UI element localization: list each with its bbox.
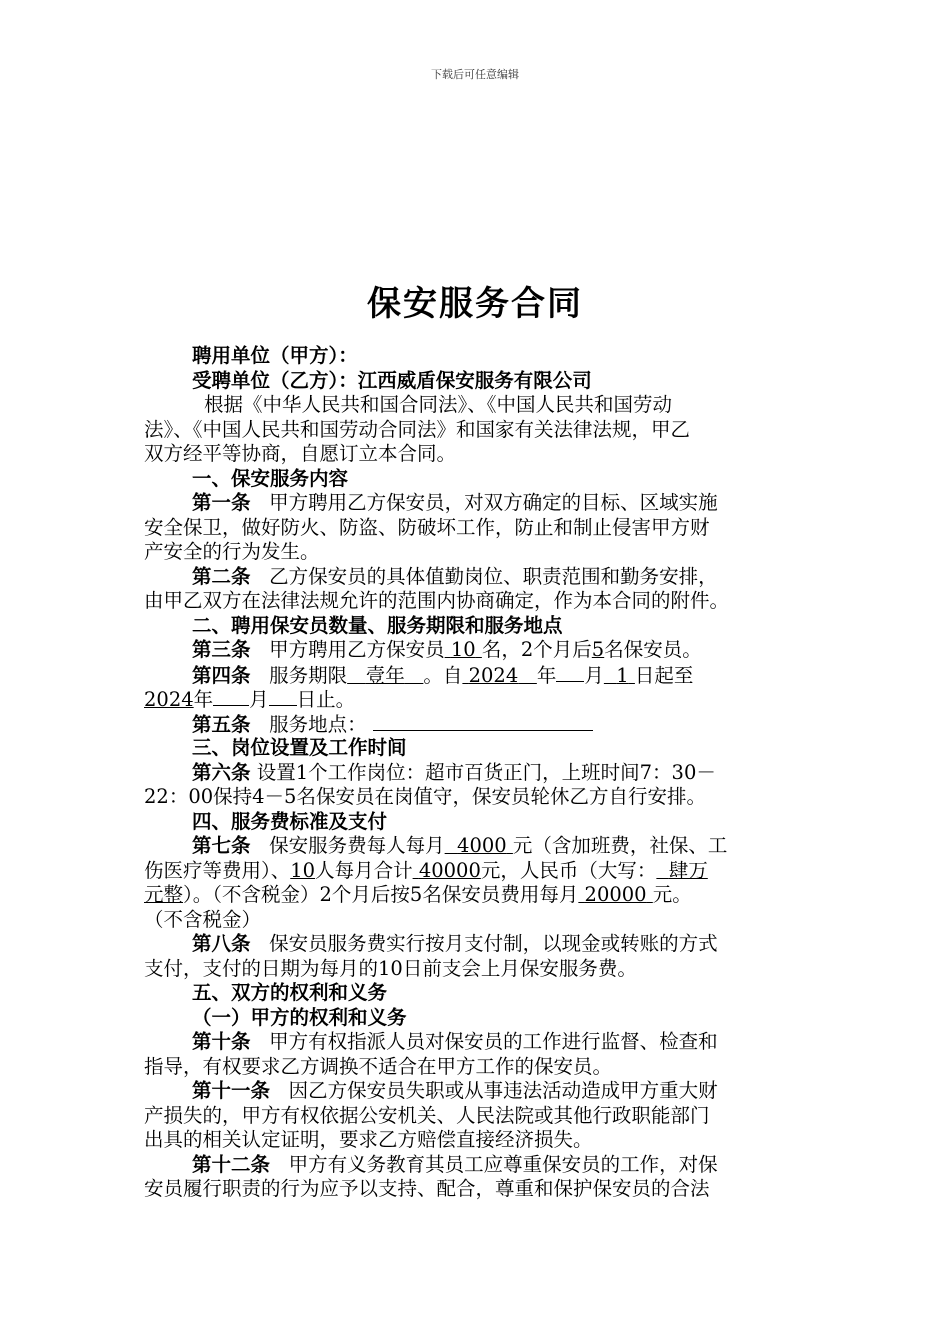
article-7-text-6: ）。（不含税金）2个月后按5名保安员费用每月 (183, 883, 579, 906)
article-7-text-1: 保安服务费每人每月 (269, 834, 445, 857)
article-4-text-4: 日止。 (296, 688, 356, 711)
later-guard-count: 5 (591, 638, 605, 661)
article-3-text-2: 名，2个月后 (481, 638, 592, 661)
article-7-text-7: 元。 (652, 883, 692, 906)
party-a-line (144, 344, 806, 369)
monthly-fee-value: 4000 (457, 834, 507, 857)
article-7-text-2: 元（含加班费，社保、工 (512, 834, 728, 857)
article-4-text-3: 日起至 (634, 663, 694, 687)
article-10-label: 第十条 (192, 1030, 251, 1053)
article-11-line-3: 出具的相关认定证明，要求乙方赔偿直接经济损失。 (144, 1128, 593, 1151)
intro-line-2: 法》、《中国人民共和国劳动合同法》和国家有关法律法规，甲乙 (144, 417, 691, 441)
article-8-label: 第八条 (192, 932, 251, 955)
later-monthly-fee (578, 883, 652, 906)
article-8-line-1 (144, 932, 806, 957)
start-month-blank (556, 663, 584, 682)
article-6-line-2: 22：00保持4－5名保安员在岗值守，保安员轮休乙方自行安排。 (144, 785, 706, 808)
article-4-line-1 (144, 663, 806, 688)
article-1-line-3: 产安全的行为发生。 (144, 540, 320, 563)
amount-in-words-1 (656, 859, 707, 882)
party-b-line (144, 369, 806, 394)
article-4-text-1: 服务期限 (269, 663, 348, 687)
monthly-fee (445, 834, 513, 857)
article-2-line-2: 由甲乙双方在法律法规允许的范围内协商确定，作为本合同的附件。 (144, 589, 730, 612)
article-10-text-1: 甲方有权指派人员对保安员的工作进行监督、检查和 (269, 1030, 718, 1053)
article-6-text-1: 设置1个工作岗位：超市百货正门，上班时间7：30－ (256, 760, 716, 784)
article-4-label: 第四条 (192, 663, 251, 687)
article-1-text-1: 甲方聘用乙方保安员，对双方确定的目标、区域实施 (269, 491, 718, 514)
monthly-total (413, 859, 481, 882)
article-4-text-2: 。自 (423, 663, 463, 687)
article-7-text-3: 伤医疗等费用）、 (144, 858, 291, 882)
article-2-line-1 (144, 565, 806, 590)
start-year (462, 664, 536, 687)
section-2-heading-text: 二、聘用保安员数量、服务期限和服务地点 (192, 613, 563, 637)
article-11-label: 第十一条 (192, 1079, 271, 1102)
article-11-text-1: 因乙方保安员失职或从事违法活动造成甲方重大财 (288, 1079, 718, 1102)
party-b-label: 受聘单位（乙方）： (192, 368, 358, 392)
service-location-blank (373, 712, 593, 731)
article-7-line-1 (144, 834, 806, 859)
article-7-line-2 (144, 859, 806, 884)
article-5-label: 第五条 (192, 712, 251, 736)
service-period-value: 壹年 (365, 663, 405, 687)
article-1-line-1 (144, 491, 806, 516)
article-6-label: 第六条 (192, 760, 251, 784)
section-3-heading-text: 三、岗位设置及工作时间 (192, 736, 407, 759)
article-10-line-2: 指导，有权要求乙方调换不适合在甲方工作的保安员。 (144, 1054, 613, 1078)
article-5-line (144, 712, 806, 737)
article-4-month-char: 月 (584, 663, 604, 687)
article-3-text-3: 名保安员。 (604, 638, 702, 661)
guard-count-value: 10 (450, 638, 476, 661)
section-2-heading (144, 614, 806, 639)
article-1-label: 第一条 (192, 491, 251, 514)
section-5-heading-text: 五、双方的权利和义务 (192, 981, 388, 1004)
amount-in-words-2: 元整 (144, 883, 184, 906)
service-period (347, 664, 423, 687)
article-2-label: 第二条 (192, 564, 251, 588)
party-b-name: 江西威盾保安服务有限公司 (357, 368, 592, 392)
fee-guard-count: 10 (290, 858, 316, 882)
document-body (144, 344, 806, 1202)
section-5-subheading-text: （一）甲方的权利和义务 (192, 1005, 407, 1029)
article-11-line-2: 产损失的，甲方有权依据公安机关、人民法院或其他行政职能部门 (144, 1103, 710, 1127)
later-monthly-fee-value: 20000 (584, 883, 647, 906)
intro-line-3: 双方经平等协商，自愿订立本合同。 (144, 442, 457, 465)
intro-line-1: 根据《中华人民共和国合同法》、《中国人民共和国劳动 (204, 393, 673, 416)
article-12-text-1: 甲方有义务教育其员工应尊重保安员的工作，对保 (288, 1152, 718, 1176)
article-2-text-1: 乙方保安员的具体值勤岗位、职责范围和勤务安排， (269, 564, 718, 588)
article-11-line-1 (144, 1079, 806, 1104)
article-5-text: 服务地点： (269, 712, 367, 736)
section-4-heading-text: 四、服务费标准及支付 (192, 809, 388, 833)
end-year: 2024 (144, 688, 194, 711)
article-3-text-1: 甲方聘用乙方保安员 (269, 638, 445, 661)
document-title: 保安服务合同 (367, 284, 583, 324)
article-10-line-1 (144, 1030, 806, 1055)
party-a-label: 聘用单位（甲方）： (192, 344, 358, 367)
article-7-line-3 (144, 883, 806, 908)
article-7-text-4: 人每月合计 (315, 858, 413, 882)
article-6-line-1 (144, 761, 806, 786)
monthly-total-value: 40000 (418, 858, 481, 882)
section-5-subheading (144, 1006, 806, 1031)
amount-in-words-1-value: 肆万 (668, 858, 708, 882)
start-year-value: 2024 (468, 663, 519, 687)
article-4-year-char: 年 (536, 663, 557, 687)
section-1-heading (144, 467, 806, 492)
article-8-text-1: 保安员服务费实行按月支付制，以现金或转账的方式 (269, 932, 718, 955)
end-month-blank (213, 687, 249, 706)
article-7-line-4: （不含税金） (144, 907, 262, 931)
article-8-line-2: 支付，支付的日期为每月的10日前支会上月保安服务费。 (144, 956, 637, 980)
article-3-label: 第三条 (192, 638, 251, 661)
article-7-text-5: 元，人民币（大写： (480, 858, 657, 882)
section-3-heading (144, 736, 806, 761)
end-day-blank (269, 687, 297, 706)
section-4-heading (144, 810, 806, 835)
article-12-line-1 (144, 1153, 806, 1178)
article-4-line-2 (144, 687, 806, 712)
article-1-line-2: 安全保卫，做好防火、防盗、防破坏工作，防止和制止侵害甲方财 (144, 515, 710, 539)
start-day-value: 1 (616, 663, 629, 687)
article-3-line (144, 638, 806, 663)
article-4-end-year-char: 年 (193, 688, 214, 711)
page-header-note: 下载后可任意编辑 (431, 68, 519, 81)
article-12-label: 第十二条 (192, 1152, 271, 1176)
section-5-heading (144, 981, 806, 1006)
guard-count (445, 638, 482, 661)
article-7-label: 第七条 (192, 834, 251, 857)
article-4-end-month-char: 月 (249, 688, 269, 711)
start-day (604, 664, 635, 687)
article-12-line-2: 安员履行职责的行为应予以支持、配合，尊重和保护保安员的合法 (144, 1177, 710, 1200)
section-1-heading-text: 一、保安服务内容 (192, 466, 349, 490)
